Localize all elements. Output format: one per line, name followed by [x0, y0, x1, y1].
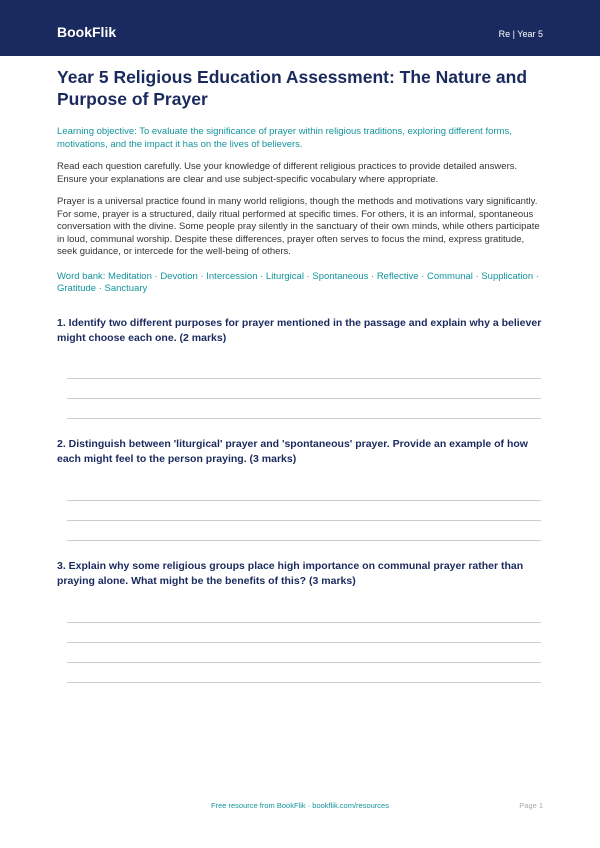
answer-line[interactable]	[67, 682, 541, 683]
instructions-text: Read each question carefully. Use your knowledge of different religious practices to provide detailed answers. Ensure your explanations are clear and use subject-specific vocabulary where appropriate.	[57, 161, 518, 185]
answer-line[interactable]	[67, 500, 541, 501]
answer-line[interactable]	[67, 662, 541, 663]
answer-line[interactable]	[67, 622, 541, 623]
learning-objective: Learning objective: To evaluate the significance of prayer within religious traditions, exploring different forms, motivations, and the impact it has on the lives of believers.	[57, 126, 512, 150]
header-bar	[0, 0, 600, 56]
question-text: 1. Identify two different purposes for prayer mentioned in the passage and explain why a believer might choose each one. (2 marks)	[57, 317, 542, 344]
answer-line[interactable]	[67, 642, 541, 643]
header-subject-year: Re | Year 5	[498, 29, 543, 39]
answer-line[interactable]	[67, 398, 541, 399]
page-title: Year 5 Religious Education Assessment: The Nature and Purpose of Prayer	[57, 67, 528, 109]
brand-logo-text[interactable]: BookFlik	[57, 24, 117, 40]
answer-line[interactable]	[67, 540, 541, 541]
question-1	[57, 316, 543, 346]
question-3	[57, 559, 543, 589]
answer-line[interactable]	[67, 418, 541, 419]
passage-text: Prayer is a universal practice found in many world religions, though the methods and motivations vary significantly. For some, prayer is a structured, daily ritual performed at specific times. For others, it is an informal, spontaneous conversation with the divine. Some people pray silently in the sanctuary of their own minds, while others participate in loud, communal worship. Despite these differences, prayer often serves to focus the mind, express gratitude, seek guidance, or intercede for the well-being of others.	[57, 196, 540, 257]
answer-line[interactable]	[67, 520, 541, 521]
question-text: 3. Explain why some religious groups place high importance on communal prayer rather than praying alone. What might be the benefits of this? (3 marks)	[57, 560, 524, 587]
page-number: Page 1	[519, 801, 543, 810]
question-2	[57, 437, 543, 467]
word-bank: Word bank: Meditation · Devotion · Intercession · Liturgical · Spontaneous · Reflective · Communal · Supplication · Gratitude · Sanctuary	[57, 270, 539, 294]
answer-line[interactable]	[67, 378, 541, 379]
footer-credit[interactable]: Free resource from BookFlik · bookflik.com/resources	[211, 801, 389, 810]
document-intro	[57, 66, 543, 296]
question-text: 2. Distinguish between 'liturgical' prayer and 'spontaneous' prayer. Provide an example of how each might feel to the person praying. (3 marks)	[57, 438, 528, 465]
